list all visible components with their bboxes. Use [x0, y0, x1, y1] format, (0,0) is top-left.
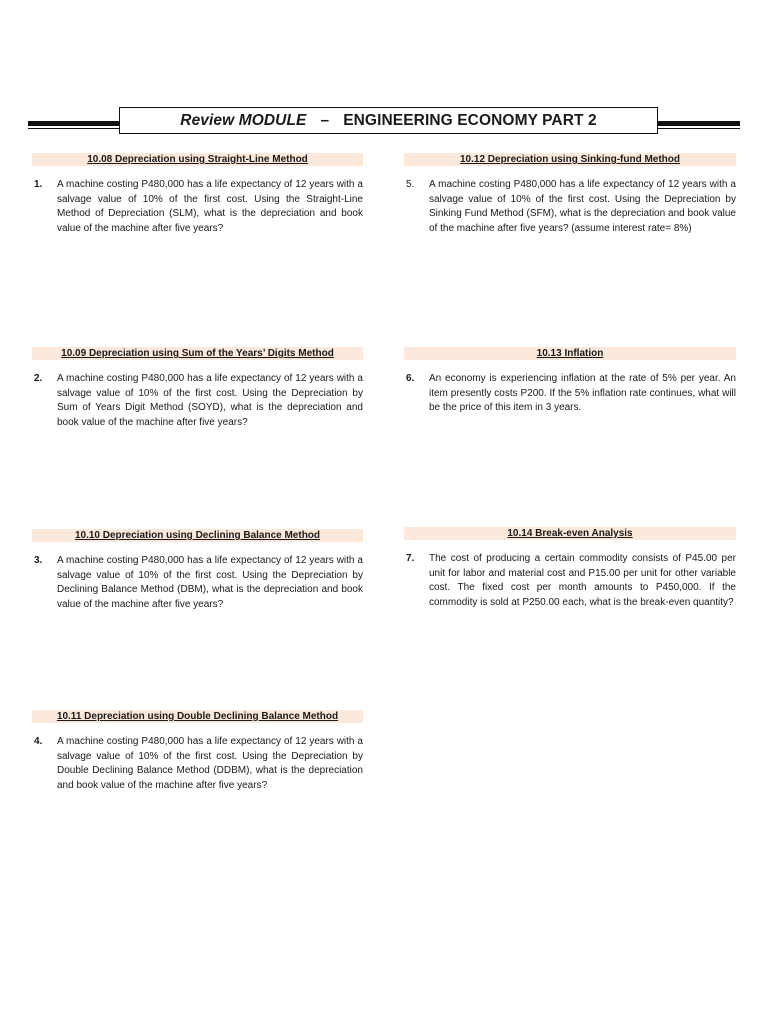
title-dash: – [320, 111, 330, 129]
problem-text: A machine costing P480,000 has a life expectancy of 12 years with a salvage value of 10% of the first cost. Using the Straight-Line Method of Depreciation (SLM), what is the depreciation and book value of the machine after five years? [57, 179, 363, 234]
section-10-08 [32, 153, 363, 236]
problem-number: 1. [34, 179, 43, 190]
problem-text: A machine costing P480,000 has a life expectancy of 12 years with a salvage value of 10% of the first cost. Using the Depreciation by Sinking Fund Method (SFM), what is the depreciation and book value of the machine after five years? (assume interest rate= 8%) [429, 179, 736, 234]
problem-number: 4. [34, 736, 43, 747]
section-10-12 [404, 153, 736, 236]
problem-item [404, 552, 736, 610]
problem-item [404, 178, 736, 236]
problem-text: A machine costing P480,000 has a life expectancy of 12 years with a salvage value of 10% of the first cost. Using the Depreciation by Double Declining Balance Method (DDBM), what is the depreciation and book value of the machine after five years? [57, 736, 363, 791]
problem-item [32, 372, 363, 430]
problem-number: 3. [34, 555, 43, 566]
section-10-14 [404, 527, 736, 610]
problem-item [32, 735, 363, 793]
problem-text: A machine costing P480,000 has a life expectancy of 12 years with a salvage value of 10% of the first cost. Using the Depreciation by Declining Balance Method (DBM), what is the depreciation and book value of the machine after five years? [57, 555, 363, 610]
section-10-13 [404, 347, 736, 416]
title-italic: Review MODULE [180, 111, 307, 129]
problem-item [32, 554, 363, 612]
problem-number: 5. [406, 179, 415, 190]
section-heading: 10.08 Depreciation using Straight-Line Method [32, 153, 363, 166]
header-rule-right [658, 121, 740, 126]
problem-number: 6. [406, 373, 415, 384]
section-10-11 [32, 710, 363, 793]
section-heading: 10.13 Inflation [404, 347, 736, 360]
title-main: ENGINEERING ECONOMY PART 2 [343, 111, 597, 129]
header-rule-left [28, 121, 120, 126]
problem-number: 7. [406, 553, 415, 564]
section-heading: 10.10 Depreciation using Declining Balance Method [32, 529, 363, 542]
problem-number: 2. [34, 373, 43, 384]
problem-text: A machine costing P480,000 has a life expectancy of 12 years with a salvage value of 10% of the first cost. Using the Depreciation by Sum of Years Digit Method (SOYD), what is the depreciation and book value of the machine after five years? [57, 373, 363, 428]
section-10-09 [32, 347, 363, 430]
section-10-10 [32, 529, 363, 612]
section-heading: 10.09 Depreciation using Sum of the Years’ Digits Method [32, 347, 363, 360]
problem-item [32, 178, 363, 236]
section-heading: 10.11 Depreciation using Double Declining Balance Method [32, 710, 363, 723]
section-heading: 10.12 Depreciation using Sinking-fund Method [404, 153, 736, 166]
problem-item [404, 372, 736, 416]
problem-text: An economy is experiencing inflation at the rate of 5% per year. An item presently costs P200. If the 5% inflation rate continues, what will be the price of this item in 3 years. [429, 373, 736, 414]
section-heading: 10.14 Break-even Analysis [404, 527, 736, 540]
problem-text: The cost of producing a certain commodity consists of P45.00 per unit for labor and material cost and P15.00 per unit for other variable cost. The fixed cost per month amounts to P450,000. If the commodity is sold at P250.00 each, what is the break-even quantity? [429, 553, 736, 608]
page-title [119, 107, 658, 134]
